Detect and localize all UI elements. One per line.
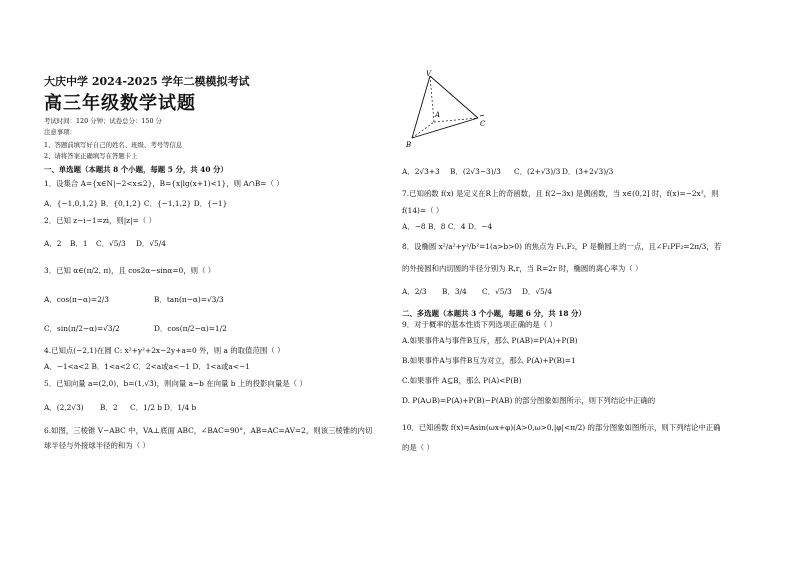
notice-item-2: 2、请将答案正确填写在答题卡上: [44, 152, 138, 160]
q2-opt-c: C．√5/3: [96, 239, 126, 248]
q7-stem-line2: f(14)=（ ）: [402, 206, 444, 215]
q3-stem: 3．已知 α∈(π/2, π)，且 cos2α−sinα=0，则（ ）: [44, 266, 216, 275]
exam-info: 考试时间：120 分钟；试卷总分：150 分: [44, 117, 162, 125]
q5-opt-b: B．2: [100, 403, 118, 412]
q4-stem: 4.已知点(−2,1)在圆 C: x²+y²+2x−2y+a=0 外，则 a 的取值范围（ ）: [44, 346, 285, 355]
q9-opt-b: B.如果事件A与事件B互为对立，那么 P(A)+P(B)=1: [402, 356, 576, 365]
section1-heading: 一、单选题（本题共 8 个小题，每题 5 分，共 40 分）: [44, 165, 228, 174]
q6-stem-line2: 球半径与外接球半径的和为（ ）: [44, 441, 150, 450]
q8-opt-c: C．√5/3: [482, 287, 512, 296]
q3-opt-c: C．sin(π/2−α)=√3/2: [44, 324, 120, 333]
q6-opt-b: B．(2√3−3)/3: [450, 167, 501, 176]
fig-label-a: A: [435, 111, 441, 119]
fig-label-b: B: [406, 141, 412, 149]
q1-stem: 1．设集合 A={x∈N|−2<x≤2}，B={x|lg(x+1)<1}，则 A∩B=（ ）: [44, 179, 284, 188]
q6-stem-line1: 6.如图，三棱锥 V−ABC 中，VA⊥底面 ABC，∠BAC=90°，AB=AC=AV=2，则该三棱锥的内切: [44, 426, 373, 435]
q8-stem-line2: 的外接圆和内切圆的半径分别为 R,r，当 R=2r 时，椭圆的离心率为（ ）: [402, 264, 643, 273]
q8-stem-line1: 8．设椭圆 x²/a²+y²/b²=1(a>b>0) 的焦点为 F₁,F₂，P 是椭圆上的一点，且∠F₁PF₂=2π/3，若: [402, 242, 722, 251]
q9-opt-a: A.如果事件A与事件B互斥，那么 P(AB)=P(A)+P(B): [402, 336, 578, 345]
fig-label-v: V: [426, 70, 432, 78]
q7-stem-line1: 7.已知函数 f(x) 是定义在R上的奇函数，且 f(2−3x) 是偶函数，当 x∈(0,2] 时，f(x)=−2x²，则: [402, 189, 719, 198]
q5-opt-d: D．1/4 b: [164, 403, 197, 412]
q2-stem: 2．已知 z−i−1=zi，则|z|=（ ）: [44, 216, 156, 225]
q10-stem-line2: 的是（ ）: [402, 443, 434, 452]
q5-opt-c: C．1/2 b: [130, 403, 163, 412]
fig-label-c: C: [480, 120, 486, 128]
q3-opt-d: D．cos(π/2−α)=1/2: [154, 324, 227, 333]
q6-opt-c: C．(2+√3)/3: [514, 167, 561, 176]
q7-options: A．−8 B．8 C．4 D．−4: [402, 222, 493, 231]
q8-opt-b: B．3/4: [442, 287, 467, 296]
q9-opt-c: C.如果事件 A⊆B，那么 P(A)<P(B): [402, 376, 522, 385]
q8-opt-d: D．√5/4: [522, 287, 552, 296]
q9-stem: 9．对于概率的基本性质下列选项正确的是（ ）: [402, 320, 557, 329]
q8-opt-a: A．2/3: [402, 287, 427, 296]
section2-heading: 二、多选题（本题共 3 个小题，每题 6 分，共 18 分）: [402, 309, 586, 318]
q2-opt-b: B．1: [70, 239, 88, 248]
notice-title: 注意事项：: [44, 128, 76, 136]
q5-stem: 5．已知向量 a=(2,0)，b=(1,√3)，则向量 a−b 在向量 b 上的投影向量是（ ）: [44, 379, 307, 388]
notice-item-1: 1、答题前填写好自己的姓名、班级、考号等信息: [44, 141, 183, 149]
q3-opt-a: A．cos(π−α)=2/3: [44, 295, 110, 304]
pyramid-figure: [404, 70, 494, 150]
exam-title: 高三年级数学试题: [44, 93, 196, 114]
q1-options: A．{−1,0,1,2} B．{0,1,2} C．{−1,1,2} D．{−1}: [44, 199, 228, 208]
q4-options: A．−1<a<2 B．1<a<2 C．2<a或a<−1 D．1<a或a<−1: [44, 362, 250, 371]
q2-opt-d: D．√5/4: [136, 239, 166, 248]
q2-opt-a: A．2: [44, 239, 62, 248]
q5-opt-a: A．(2,2√3): [44, 403, 84, 412]
q9-opt-d: D. P(A∪B)=P(A)+P(B)−P(AB) 的部分图象如图所示，则下列结论中正确的: [402, 396, 656, 405]
q10-stem-line1: 10．已知函数 f(x)=Asin(ωx+φ)(A>0,ω>0,|φ|<π/2) 的部分图象如图所示，则下列结论中正确: [402, 423, 721, 432]
q6-opt-d: D．(3+2√3)/3: [562, 167, 614, 176]
q3-opt-b: B．tan(π−α)=√3/3: [154, 295, 224, 304]
q6-opt-a: A．2√3+3: [402, 167, 440, 176]
school-line: 大庆中学 2024-2025 学年二模模拟考试: [44, 75, 250, 88]
